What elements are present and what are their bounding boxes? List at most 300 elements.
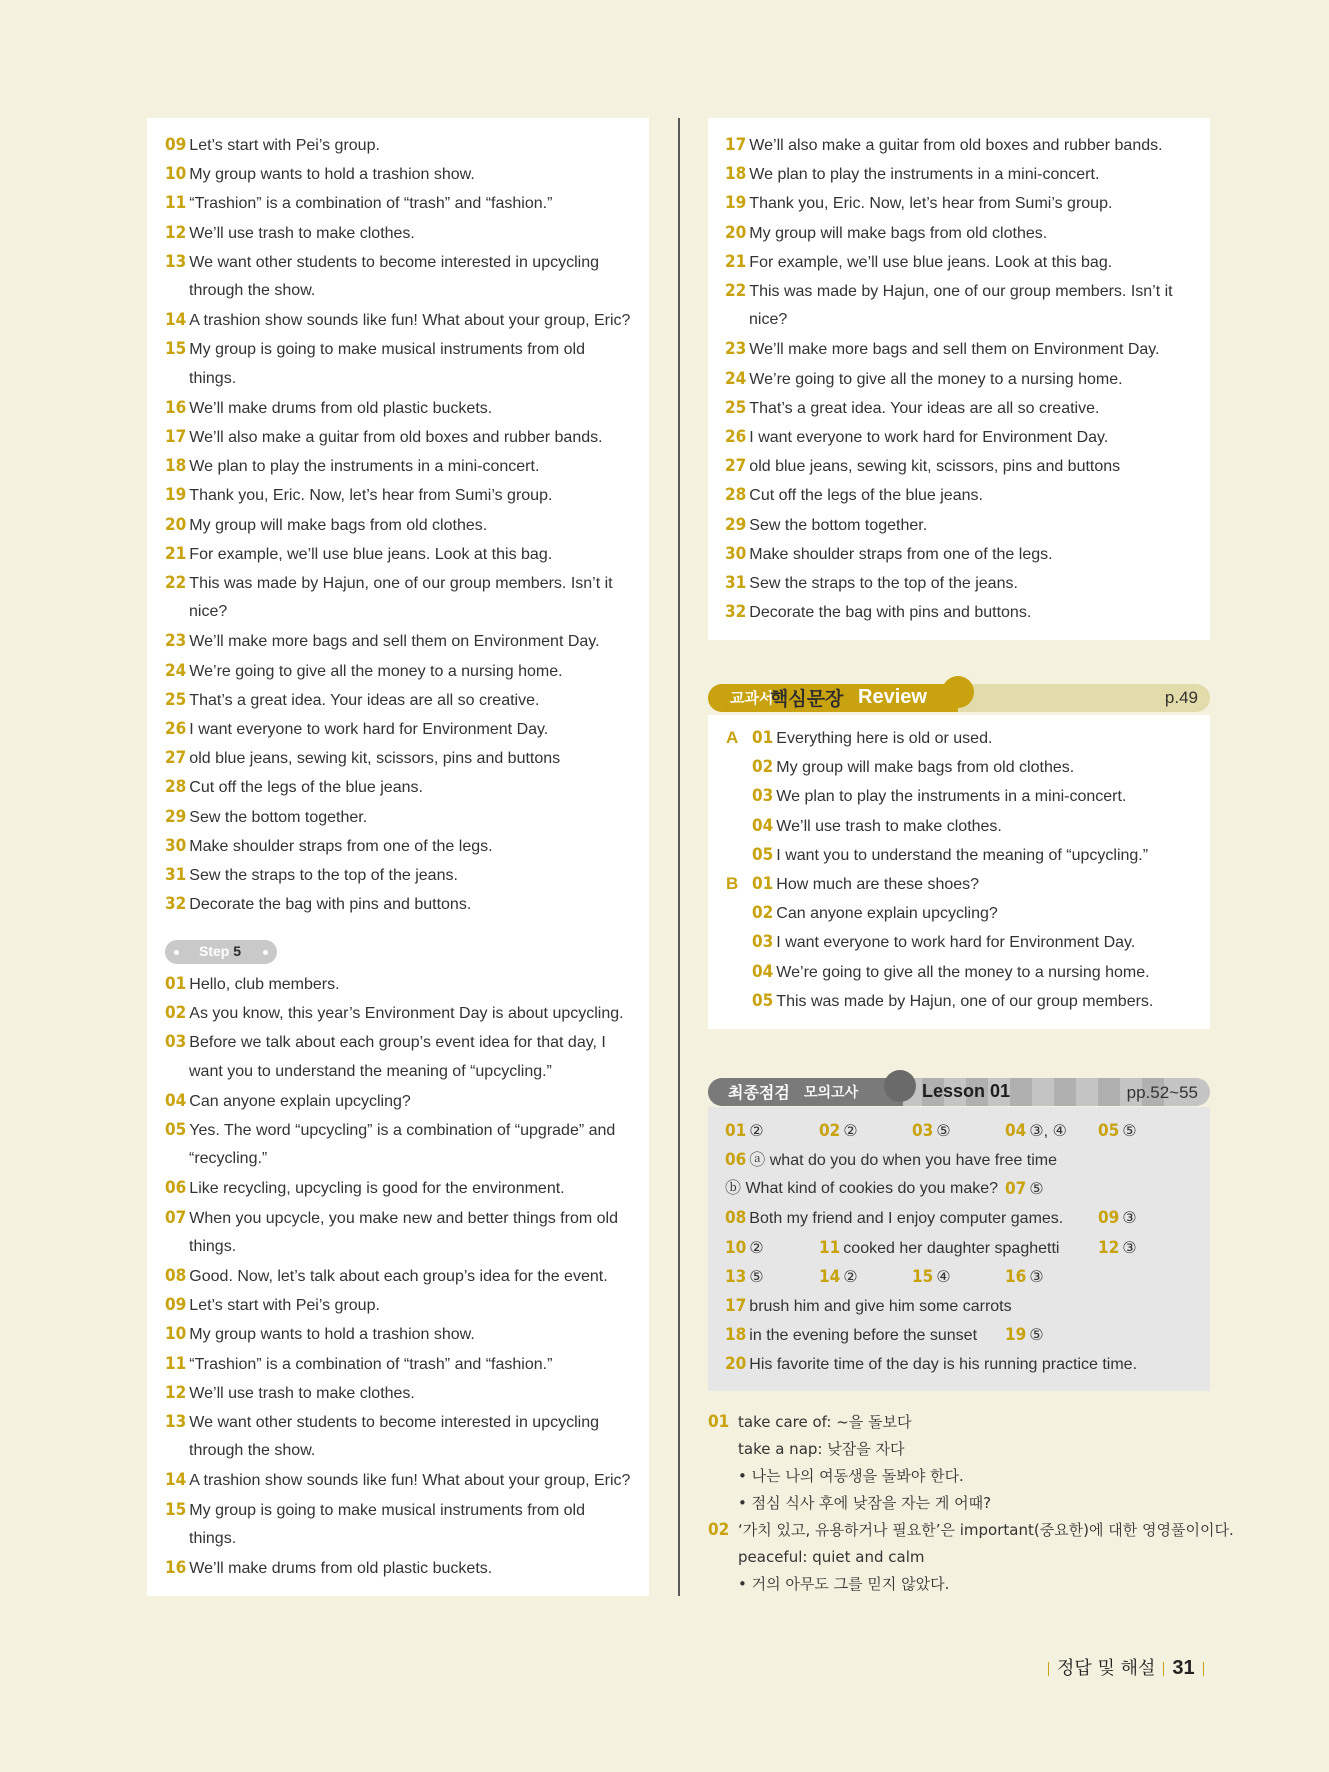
step-label: Step bbox=[199, 943, 230, 959]
exam-q-number: 16 bbox=[1005, 1267, 1027, 1287]
review-line-text: I want you to understand the meaning of “upcycling.” bbox=[776, 846, 1149, 864]
line-number: 30 bbox=[165, 835, 187, 856]
line-text: My group is going to make musical instruments from old bbox=[189, 1501, 586, 1519]
line-text: My group wants to hold a trashion show. bbox=[189, 1326, 475, 1344]
line-number: 15 bbox=[165, 1499, 187, 1520]
review-line-text: We’ll use trash to make clothes. bbox=[776, 817, 1002, 835]
line-text: I want everyone to work hard for Environment Day. bbox=[749, 429, 1109, 446]
numbered-line bbox=[165, 544, 552, 565]
review-page-ref: p.49 bbox=[1164, 688, 1198, 707]
line-text: old blue jeans, sewing kit, scissors, pins and buttons bbox=[189, 750, 561, 768]
exam-q-answer: His favorite time of the day is his running practice time. bbox=[749, 1356, 1138, 1373]
exam-answer bbox=[725, 1325, 977, 1346]
line-text: Cut off the legs of the blue jeans. bbox=[749, 487, 983, 505]
numbered-line bbox=[165, 1412, 599, 1433]
line-text: Decorate the bag with pins and buttons. bbox=[749, 604, 1032, 622]
review-line bbox=[752, 728, 992, 749]
exam-q-answer: ③ bbox=[1029, 1269, 1044, 1286]
line-number: 31 bbox=[165, 865, 187, 885]
review-line-text: We’re going to give all the money to a nursing home. bbox=[776, 963, 1150, 981]
line-text: A trashion show sounds like fun! What about your group, Eric? bbox=[189, 1472, 631, 1490]
line-number: 29 bbox=[725, 514, 747, 535]
numbered-line bbox=[165, 1470, 630, 1491]
line-continuation: want you to understand the meaning of “upcycling.” bbox=[189, 1062, 552, 1080]
line-continuation: things. bbox=[189, 1529, 237, 1547]
numbered-line bbox=[165, 894, 471, 915]
line-number: 23 bbox=[725, 339, 747, 360]
numbered-line bbox=[725, 485, 983, 506]
numbered-line bbox=[165, 690, 539, 711]
line-text: Sew the straps to the top of the jeans. bbox=[189, 867, 458, 884]
review-line-number: 04 bbox=[752, 961, 774, 982]
exam-lesson: Lesson 01 bbox=[922, 1081, 1011, 1101]
line-number: 21 bbox=[725, 251, 747, 272]
line-text: Let’s start with Pei’s group. bbox=[189, 1297, 380, 1315]
explanation-line: ‘가치 있고, 유용하거나 필요한’은 important(중요한)에 대한 영영풀이이다. bbox=[738, 1521, 1234, 1539]
line-text: old blue jeans, sewing kit, scissors, pins and buttons bbox=[749, 458, 1121, 476]
line-number: 01 bbox=[165, 974, 187, 994]
line-text: We plan to play the instruments in a mini-concert. bbox=[189, 458, 540, 476]
exam-answer bbox=[725, 1267, 764, 1288]
review-line bbox=[752, 903, 998, 924]
line-number: 20 bbox=[725, 222, 747, 243]
exam-answer bbox=[1098, 1208, 1137, 1229]
review-line bbox=[752, 991, 1153, 1012]
numbered-line bbox=[165, 573, 613, 594]
numbered-line bbox=[165, 135, 380, 156]
review-line-text: Everything here is old or used. bbox=[776, 730, 993, 747]
numbered-line bbox=[165, 164, 475, 185]
line-number: 26 bbox=[725, 427, 747, 447]
line-number: 13 bbox=[165, 1412, 187, 1432]
explanation-line: • 거의 아무도 그를 믿지 않았다. bbox=[738, 1575, 950, 1593]
exam-q-answer: ⑤ bbox=[1122, 1123, 1137, 1140]
numbered-line bbox=[165, 1354, 552, 1375]
numbered-line bbox=[725, 398, 1099, 419]
numbered-line bbox=[165, 339, 585, 360]
review-line bbox=[752, 874, 979, 895]
exam-answer-06 bbox=[725, 1150, 1057, 1171]
review-line-text: We plan to play the instruments in a mini-concert. bbox=[776, 788, 1127, 806]
line-number: 18 bbox=[165, 456, 187, 477]
line-number: 16 bbox=[165, 397, 187, 418]
numbered-line bbox=[165, 1178, 565, 1199]
line-number: 27 bbox=[165, 748, 187, 769]
line-number: 12 bbox=[165, 222, 187, 243]
line-text: We’ll make drums from old plastic buckets. bbox=[189, 1560, 493, 1577]
exam-q-number: 01 bbox=[725, 1121, 747, 1141]
exam-q-answer: cooked her daughter spaghetti bbox=[843, 1240, 1060, 1257]
exam-answer bbox=[725, 1238, 764, 1259]
line-continuation: through the show. bbox=[189, 1442, 316, 1460]
numbered-line bbox=[165, 398, 492, 419]
line-text: “Trashion” is a combination of “trash” and “fashion.” bbox=[189, 1355, 553, 1373]
exam-q-answer: ② bbox=[843, 1123, 858, 1140]
exam-q-number: 12 bbox=[1098, 1238, 1120, 1258]
numbered-line bbox=[165, 1266, 608, 1287]
numbered-line bbox=[725, 223, 1047, 244]
numbered-line bbox=[165, 1003, 624, 1024]
exam-q-number: 05 bbox=[1098, 1121, 1120, 1141]
numbered-line bbox=[725, 281, 1173, 302]
line-continuation: “recycling.” bbox=[189, 1150, 268, 1168]
numbered-line bbox=[165, 193, 552, 214]
review-line-number: 02 bbox=[752, 903, 774, 924]
step-dot-left bbox=[174, 950, 179, 955]
line-text: This was made by Hajun, one of our group members. Isn’t it bbox=[189, 575, 613, 592]
line-text: We’ll also make a guitar from old boxes and rubber bands. bbox=[189, 429, 603, 446]
exam-q-number: 07 bbox=[1005, 1179, 1027, 1199]
numbered-line bbox=[165, 1558, 492, 1579]
exam-answer bbox=[1098, 1121, 1137, 1142]
line-text: Make shoulder straps from one of the legs. bbox=[189, 837, 493, 855]
numbered-line bbox=[165, 1324, 475, 1345]
exam-q-answer: ② bbox=[749, 1240, 764, 1257]
review-title-small: 교과서 bbox=[730, 689, 774, 707]
exam-answer bbox=[819, 1267, 858, 1288]
line-number: 15 bbox=[165, 339, 187, 360]
numbered-line bbox=[165, 1032, 606, 1053]
line-number: 22 bbox=[165, 573, 187, 593]
exam-q-number: 06 bbox=[725, 1150, 747, 1170]
line-number: 06 bbox=[165, 1178, 187, 1199]
step-dot-right bbox=[263, 950, 268, 955]
line-text: My group is going to make musical instruments from old bbox=[189, 341, 586, 359]
line-number: 11 bbox=[165, 1353, 187, 1374]
exam-q-number: 15 bbox=[912, 1267, 934, 1287]
line-number: 19 bbox=[165, 485, 187, 506]
numbered-line bbox=[165, 427, 603, 448]
line-text: Decorate the bag with pins and buttons. bbox=[189, 896, 472, 914]
review-line-number: 01 bbox=[752, 728, 774, 748]
exam-q-number: 08 bbox=[725, 1208, 747, 1228]
exam-q-number: 02 bbox=[819, 1121, 841, 1141]
exam-answer bbox=[1005, 1121, 1067, 1142]
line-number: 09 bbox=[165, 1295, 187, 1316]
line-number: 07 bbox=[165, 1207, 187, 1228]
line-text: For example, we’ll use blue jeans. Look at this bag. bbox=[749, 253, 1113, 271]
review-line-number: 01 bbox=[752, 874, 774, 894]
line-number: 16 bbox=[165, 1558, 187, 1578]
numbered-line bbox=[725, 602, 1031, 623]
numbered-line bbox=[165, 485, 552, 506]
numbered-line bbox=[725, 427, 1108, 448]
numbered-line bbox=[165, 748, 560, 769]
line-number: 20 bbox=[165, 514, 187, 535]
line-text: Thank you, Eric. Now, let’s hear from Sumi’s group. bbox=[189, 487, 553, 505]
review-header-ball bbox=[942, 676, 974, 708]
review-header bbox=[708, 682, 1210, 714]
line-number: 27 bbox=[725, 456, 747, 477]
exam-q06-part-b: ⓑ What kind of cookies do you make? bbox=[725, 1180, 999, 1197]
line-number: 26 bbox=[165, 719, 187, 739]
line-text: Can anyone explain upcycling? bbox=[189, 1092, 411, 1110]
footer-label: 정답 및 해설 bbox=[1057, 1658, 1156, 1679]
numbered-line bbox=[725, 544, 1053, 565]
line-number: 32 bbox=[725, 602, 747, 623]
exam-q-number: 19 bbox=[1005, 1325, 1027, 1345]
line-number: 25 bbox=[165, 689, 187, 710]
exam-answer bbox=[1098, 1238, 1137, 1259]
numbered-line bbox=[165, 252, 599, 273]
line-text: We’ll make drums from old plastic buckets. bbox=[189, 399, 493, 417]
line-text: Yes. The word “upcycling” is a combination of “upgrade” and bbox=[189, 1122, 616, 1139]
review-line-text: How much are these shoes? bbox=[776, 876, 980, 893]
exam-q-answer: in the evening before the sunset bbox=[749, 1327, 978, 1344]
exam-q-number: 11 bbox=[819, 1238, 841, 1258]
explanation-line: • 점심 식사 후에 낮잠을 자는 게 어때? bbox=[738, 1494, 992, 1512]
review-line bbox=[752, 816, 1002, 837]
line-text: Thank you, Eric. Now, let’s hear from Sumi’s group. bbox=[749, 195, 1113, 213]
numbered-line bbox=[725, 135, 1163, 156]
numbered-line bbox=[725, 164, 1099, 185]
numbered-line bbox=[165, 1208, 618, 1229]
line-number: 28 bbox=[725, 485, 747, 506]
line-number: 19 bbox=[725, 193, 747, 214]
line-text: Cut off the legs of the blue jeans. bbox=[189, 779, 423, 797]
line-number: 31 bbox=[725, 573, 747, 593]
line-number: 21 bbox=[165, 543, 187, 564]
numbered-line bbox=[165, 974, 340, 995]
exam-q-answer: ③ bbox=[1122, 1210, 1137, 1227]
exam-q-answer: ② bbox=[843, 1269, 858, 1286]
review-group-label: A bbox=[726, 728, 739, 747]
line-number: 23 bbox=[165, 631, 187, 652]
numbered-line bbox=[725, 369, 1123, 390]
line-number: 13 bbox=[165, 251, 187, 272]
line-text: We plan to play the instruments in a mini-concert. bbox=[749, 166, 1100, 184]
review-line-number: 05 bbox=[752, 990, 774, 1011]
exam-answer bbox=[912, 1267, 951, 1288]
line-number: 05 bbox=[165, 1120, 187, 1140]
line-number: 24 bbox=[725, 368, 747, 389]
line-number: 28 bbox=[165, 777, 187, 798]
line-text: We’ll make more bags and sell them on Environment Day. bbox=[189, 633, 600, 651]
line-continuation: things. bbox=[189, 369, 237, 387]
review-line-number: 03 bbox=[752, 786, 774, 807]
line-number: 11 bbox=[165, 193, 187, 214]
line-text: We’re going to give all the money to a nursing home. bbox=[189, 662, 563, 680]
exam-q-answer: ⑤ bbox=[1029, 1327, 1044, 1344]
review-line bbox=[752, 757, 1074, 778]
line-continuation: nice? bbox=[749, 311, 788, 329]
line-text: My group will make bags from old clothes. bbox=[189, 516, 488, 534]
step-badge bbox=[165, 940, 277, 964]
explanation-line: peaceful: quiet and calm bbox=[738, 1548, 925, 1566]
review-line bbox=[752, 932, 1135, 953]
exam-q-answer: brush him and give him some carrots bbox=[749, 1298, 1012, 1315]
review-line bbox=[752, 786, 1126, 807]
exam-answer bbox=[725, 1208, 1063, 1229]
line-number: 22 bbox=[725, 281, 747, 301]
line-text: Hello, club members. bbox=[189, 976, 340, 993]
numbered-line bbox=[165, 1383, 415, 1404]
exam-pages: pp.52~55 bbox=[1126, 1083, 1198, 1102]
exam-q06-part-a: ⓐ what do you do when you have free time bbox=[749, 1152, 1058, 1169]
line-text: This was made by Hajun, one of our group members. Isn’t it bbox=[749, 283, 1173, 300]
line-continuation: nice? bbox=[189, 603, 228, 621]
line-text: We want other students to become interested in upcycling bbox=[189, 253, 600, 271]
numbered-line bbox=[725, 252, 1112, 273]
exam-q-answer: ⑤ bbox=[936, 1123, 951, 1140]
review-line-text: My group will make bags from old clothes. bbox=[776, 759, 1075, 777]
line-number: 08 bbox=[165, 1266, 187, 1286]
numbered-line bbox=[165, 807, 367, 828]
line-number: 29 bbox=[165, 806, 187, 827]
exam-q-answer: ⑤ bbox=[749, 1269, 764, 1286]
review-group-label: B bbox=[726, 874, 739, 893]
line-text: Let’s start with Pei’s group. bbox=[189, 137, 380, 154]
review-title-en: Review bbox=[858, 686, 927, 708]
line-text: That’s a great idea. Your ideas are all so creative. bbox=[749, 399, 1100, 417]
exam-q-answer: ④ bbox=[936, 1269, 951, 1286]
numbered-line bbox=[725, 573, 1018, 594]
review-line-text: I want everyone to work hard for Environment Day. bbox=[776, 934, 1136, 952]
numbered-line bbox=[165, 515, 487, 536]
line-number: 10 bbox=[165, 1324, 187, 1345]
numbered-line bbox=[165, 1120, 615, 1141]
line-number: 09 bbox=[165, 135, 187, 155]
numbered-line bbox=[725, 339, 1160, 360]
explanation-number: 01 bbox=[708, 1412, 730, 1432]
review-line-number: 05 bbox=[752, 844, 774, 865]
line-text: As you know, this year’s Environment Day is about upcycling. bbox=[189, 1005, 624, 1023]
exam-q-number: 04 bbox=[1005, 1121, 1027, 1141]
line-number: 10 bbox=[165, 164, 187, 185]
line-number: 18 bbox=[725, 164, 747, 185]
numbered-line bbox=[165, 310, 630, 331]
step-number: 5 bbox=[233, 943, 242, 959]
review-line-text: This was made by Hajun, one of our group members. bbox=[776, 992, 1154, 1010]
exam-q-number: 18 bbox=[725, 1325, 747, 1345]
numbered-line bbox=[165, 661, 563, 682]
numbered-line bbox=[165, 1500, 585, 1521]
review-line-number: 02 bbox=[752, 757, 774, 778]
line-text: We’re going to give all the money to a nursing home. bbox=[749, 370, 1123, 388]
line-text: Like recycling, upcycling is good for the environment. bbox=[189, 1180, 565, 1198]
line-text: For example, we’ll use blue jeans. Look at this bag. bbox=[189, 545, 553, 563]
line-text: Make shoulder straps from one of the legs. bbox=[749, 545, 1053, 563]
exam-q-number: 10 bbox=[725, 1238, 747, 1258]
numbered-line bbox=[725, 193, 1112, 214]
numbered-line bbox=[165, 865, 458, 886]
line-number: 17 bbox=[165, 427, 187, 447]
exam-answer bbox=[725, 1354, 1137, 1375]
line-continuation: through the show. bbox=[189, 282, 316, 299]
line-text: Before we talk about each group’s event idea for that day, I bbox=[189, 1034, 606, 1052]
line-text: My group will make bags from old clothes. bbox=[749, 224, 1048, 242]
exam-q-number: 20 bbox=[725, 1354, 747, 1374]
line-text: I want everyone to work hard for Environment Day. bbox=[189, 721, 549, 738]
numbered-line bbox=[725, 515, 927, 536]
line-text: We want other students to become interested in upcycling bbox=[189, 1414, 600, 1431]
line-text: “Trashion” is a combination of “trash” and “fashion.” bbox=[189, 195, 553, 213]
line-text: When you upcycle, you make new and better things from old bbox=[189, 1209, 618, 1227]
exam-answer bbox=[725, 1121, 764, 1142]
exam-answer bbox=[1005, 1267, 1044, 1288]
line-number: 17 bbox=[725, 135, 747, 155]
line-number: 32 bbox=[165, 894, 187, 915]
line-number: 14 bbox=[165, 310, 187, 331]
exam-q-number: 14 bbox=[819, 1267, 841, 1287]
line-text: We’ll use trash to make clothes. bbox=[189, 1384, 415, 1402]
review-title-main: 핵심문장 bbox=[770, 688, 844, 710]
page-footer bbox=[1040, 1654, 1212, 1680]
numbered-line bbox=[165, 631, 600, 652]
line-text: My group wants to hold a trashion show. bbox=[189, 166, 475, 184]
exam-q-answer: ⑤ bbox=[1029, 1181, 1044, 1198]
exam-answer bbox=[819, 1238, 1059, 1259]
line-number: 30 bbox=[725, 543, 747, 564]
line-text: Sew the straps to the top of the jeans. bbox=[749, 575, 1018, 592]
exam-q-answer: ② bbox=[749, 1123, 764, 1140]
line-number: 14 bbox=[165, 1470, 187, 1491]
page-number: 31 bbox=[1172, 1657, 1195, 1679]
review-line-text: Can anyone explain upcycling? bbox=[776, 905, 998, 923]
explanation-number: 02 bbox=[708, 1520, 730, 1540]
exam-answer bbox=[725, 1296, 1012, 1317]
explanation-line: take care of: ~을 돌보다 bbox=[738, 1413, 912, 1431]
line-number: 02 bbox=[165, 1003, 187, 1024]
explanation-line: take a nap: 낮잠을 자다 bbox=[738, 1440, 905, 1458]
numbered-line bbox=[165, 777, 423, 798]
line-text: A trashion show sounds like fun! What about your group, Eric? bbox=[189, 312, 631, 330]
line-text: We’ll use trash to make clothes. bbox=[189, 224, 415, 242]
line-text: Sew the bottom together. bbox=[749, 516, 928, 534]
line-text: Good. Now, let’s talk about each group’s idea for the event. bbox=[189, 1268, 608, 1285]
exam-header bbox=[708, 1076, 1210, 1108]
numbered-line bbox=[725, 456, 1120, 477]
line-number: 04 bbox=[165, 1090, 187, 1111]
exam-answer bbox=[1005, 1325, 1044, 1346]
exam-title-main: 최종점검 bbox=[728, 1083, 790, 1102]
review-line bbox=[752, 845, 1148, 866]
line-number: 25 bbox=[725, 397, 747, 418]
column-divider bbox=[678, 118, 680, 1596]
exam-title-sub: 모의고사 bbox=[804, 1085, 859, 1101]
exam-q-answer: ③ bbox=[1122, 1240, 1137, 1257]
review-line-number: 03 bbox=[752, 932, 774, 953]
line-number: 12 bbox=[165, 1382, 187, 1403]
exam-q-number: 17 bbox=[725, 1296, 747, 1316]
exam-q-number: 09 bbox=[1098, 1208, 1120, 1228]
review-line bbox=[752, 962, 1150, 983]
review-line-number: 04 bbox=[752, 815, 774, 836]
exam-answer bbox=[819, 1121, 858, 1142]
numbered-line bbox=[165, 1295, 380, 1316]
numbered-line bbox=[165, 1091, 411, 1112]
line-number: 03 bbox=[165, 1032, 187, 1053]
numbered-line bbox=[165, 456, 539, 477]
exam-answer bbox=[912, 1121, 951, 1142]
numbered-line bbox=[165, 719, 548, 740]
explanation-line: • 나는 나의 여동생을 돌봐야 한다. bbox=[738, 1467, 964, 1485]
exam-header-ball bbox=[884, 1070, 916, 1102]
exam-q-answer: Both my friend and I enjoy computer games. bbox=[749, 1210, 1064, 1227]
exam-answer bbox=[1005, 1179, 1044, 1200]
line-continuation: things. bbox=[189, 1237, 237, 1255]
line-text: Sew the bottom together. bbox=[189, 808, 368, 826]
exam-q-answer: ③, ④ bbox=[1029, 1123, 1067, 1140]
numbered-line bbox=[165, 836, 493, 857]
exam-q-number: 13 bbox=[725, 1267, 747, 1287]
line-text: That’s a great idea. Your ideas are all so creative. bbox=[189, 691, 540, 709]
numbered-line bbox=[165, 223, 415, 244]
exam-q-number: 03 bbox=[912, 1121, 934, 1141]
line-text: We’ll also make a guitar from old boxes and rubber bands. bbox=[749, 137, 1163, 154]
line-number: 24 bbox=[165, 660, 187, 681]
line-text: We’ll make more bags and sell them on Environment Day. bbox=[749, 341, 1160, 359]
